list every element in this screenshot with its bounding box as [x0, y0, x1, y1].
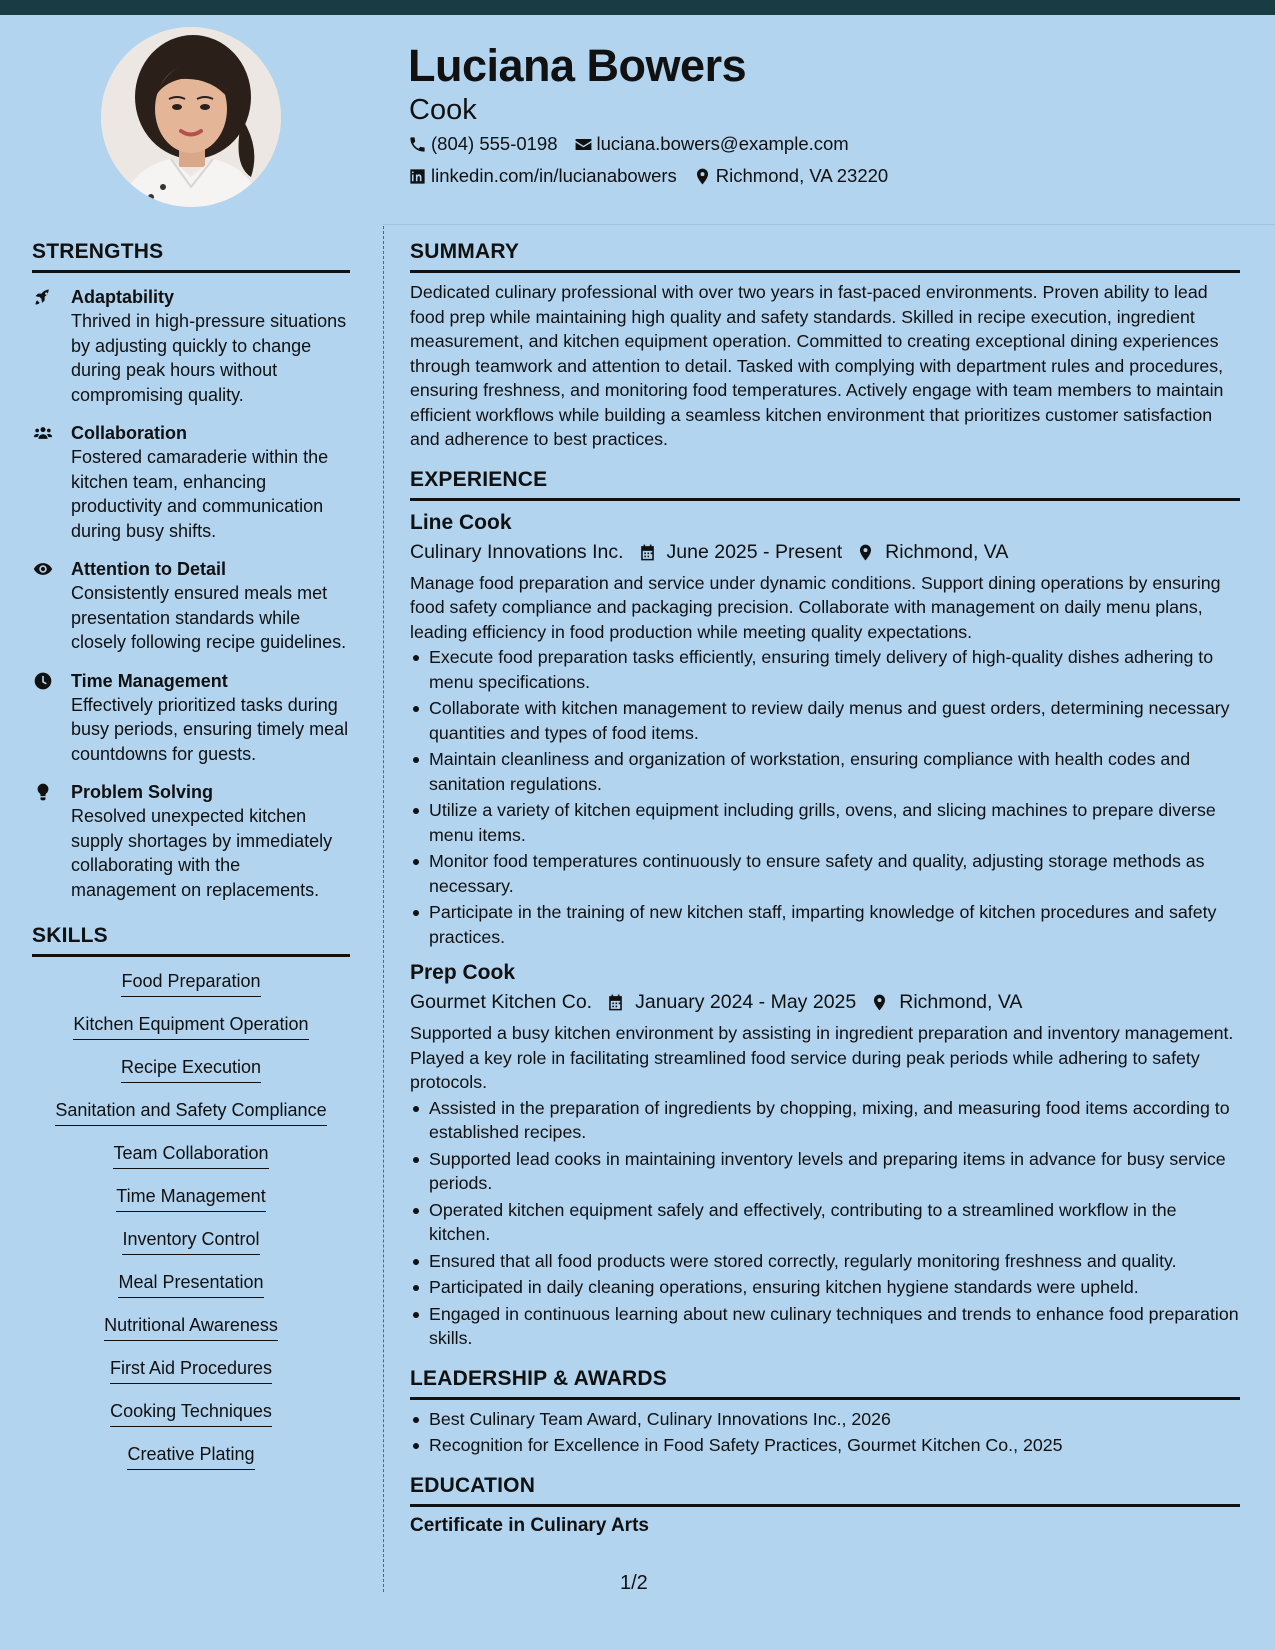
contact-linkedin[interactable] — [408, 165, 677, 187]
strength-description: Resolved unexpected kitchen supply shortages by immediately collaborating with the management on replacements. — [71, 806, 333, 900]
strengths-list — [32, 285, 350, 902]
location-icon — [856, 543, 875, 562]
skill-item: Time Management — [116, 1184, 265, 1212]
skill-item: Recipe Execution — [121, 1055, 261, 1083]
strength-title: Attention to Detail — [71, 559, 226, 579]
list-item: Participate in the training of new kitchen staff, imparting knowledge of kitchen procedures and safety practices. — [410, 900, 1240, 949]
skill-item: First Aid Procedures — [110, 1356, 272, 1384]
job-company: Culinary Innovations Inc. — [410, 540, 624, 563]
strength-title: Problem Solving — [71, 782, 214, 802]
job-dates: January 2024 - May 2025 — [635, 991, 857, 1013]
job-title: Prep Cook — [410, 961, 516, 984]
phone-icon — [408, 135, 427, 154]
education-heading: EDUCATION — [410, 1474, 1240, 1507]
rocket-icon — [32, 287, 54, 307]
job-entry — [410, 959, 1240, 1351]
skills-heading: SKILLS — [32, 924, 350, 957]
job-description: Manage food preparation and service under dynamic conditions. Support dining operations by ensuring food safety compliance and packaging precision. Collaborate with management on daily menu plans, leading efficiency in food production while meeting quality expectations. — [410, 572, 1221, 642]
job-bullets — [410, 645, 1240, 949]
summary-text: Dedicated culinary professional with over two years in fast-paced environments. Proven ability to lead food prep while maintaining high quality and safety standards. Skilled in recipe execution, ingredient measurement, and kitchen equipment operation. Committed to creating exceptional dining experiences through teamwork and attention to detail. Tasked with complying with department rules and procedures, ensuring freshness, and monitoring food temperatures. Actively engage with team members to maintain efficient workflows while building a seamless kitchen environment that prioritizes customer satisfaction and adherence to best practices. — [410, 282, 1224, 449]
strength-title: Collaboration — [71, 423, 187, 443]
list-item: Operated kitchen equipment safely and effectively, contributing to a streamlined workflow in the kitchen. — [410, 1198, 1240, 1247]
column-divider — [383, 226, 384, 1592]
calendar-icon — [606, 993, 625, 1012]
contact-row-1 — [408, 133, 865, 155]
phone-text: (804) 555-0198 — [431, 133, 558, 154]
summary-heading: SUMMARY — [410, 240, 1240, 273]
list-item: Recognition for Excellence in Food Safety Practices, Gourmet Kitchen Co., 2025 — [410, 1433, 1240, 1458]
list-item: Monitor food temperatures continuously to ensure safety and quality, adjusting storage methods as necessary. — [410, 849, 1240, 898]
page-number: 1/2 — [620, 1572, 648, 1594]
strength-description: Effectively prioritized tasks during busy periods, ensuring timely meal countdowns for guests. — [71, 694, 349, 764]
list-item: Ensured that all food products were stored correctly, regularly monitoring freshness and quality. — [410, 1249, 1240, 1274]
list-item: Best Culinary Team Award, Culinary Innovations Inc., 2026 — [410, 1407, 1240, 1432]
skill-item: Team Collaboration — [113, 1141, 268, 1169]
job-bullets — [410, 1096, 1240, 1351]
skill-item: Inventory Control — [122, 1227, 259, 1255]
strength-item — [32, 780, 350, 902]
calendar-icon — [638, 543, 657, 562]
skill-item: Food Preparation — [121, 969, 260, 997]
job-location: Richmond, VA — [899, 991, 1023, 1013]
candidate-name: Luciana Bowers — [408, 40, 747, 91]
contact-row-2 — [408, 165, 904, 187]
skill-item: Sanitation and Safety Compliance — [55, 1098, 326, 1126]
list-item: Utilize a variety of kitchen equipment including grills, ovens, and slicing machines to prepare diverse menu items. — [410, 798, 1240, 847]
job-description: Supported a busy kitchen environment by assisting in ingredient preparation and inventory management. Played a key role in facilitating streamlined food service during peak periods while adhering to safety protocols. — [410, 1023, 1234, 1092]
list-item: Participated in daily cleaning operations, ensuring kitchen hygiene standards were upheld. — [410, 1275, 1240, 1300]
location-icon — [693, 167, 712, 186]
awards-heading: LEADERSHIP & AWARDS — [410, 1367, 1240, 1400]
lightbulb-icon — [32, 782, 54, 802]
skill-item: Nutritional Awareness — [104, 1313, 278, 1341]
list-item: Supported lead cooks in maintaining inventory levels and preparing items in advance for busy service periods. — [410, 1147, 1240, 1196]
strength-item — [32, 421, 350, 543]
strengths-heading: STRENGTHS — [32, 240, 350, 273]
candidate-title: Cook — [409, 94, 477, 126]
clock-icon — [32, 671, 54, 691]
left-column — [32, 240, 350, 1485]
skills-list — [32, 969, 350, 1485]
contact-location — [693, 165, 888, 187]
strength-title: Adaptability — [71, 287, 175, 307]
education-degree: Certificate in Culinary Arts — [410, 1514, 649, 1536]
header-divider — [383, 224, 1275, 225]
email-icon — [574, 135, 593, 154]
job-meta — [410, 991, 1240, 1014]
contact-phone[interactable] — [408, 133, 558, 155]
list-item: Assisted in the preparation of ingredients by chopping, mixing, and measuring food items according to established recipes. — [410, 1096, 1240, 1145]
location-text: Richmond, VA 23220 — [715, 165, 889, 186]
users-icon — [32, 423, 54, 443]
location-icon — [870, 993, 889, 1012]
contact-email[interactable] — [574, 133, 849, 155]
list-item: Engaged in continuous learning about new culinary techniques and trends to enhance food preparation skills. — [410, 1302, 1240, 1351]
strength-description: Fostered camaraderie within the kitchen team, enhancing productivity and communication during busy shifts. — [71, 447, 329, 541]
skill-item: Cooking Techniques — [110, 1399, 272, 1427]
strength-item — [32, 669, 350, 767]
right-column — [410, 240, 1240, 1537]
strength-description: Thrived in high-pressure situations by adjusting quickly to change during peak hours without compromising quality. — [71, 311, 347, 405]
job-title: Line Cook — [410, 510, 512, 534]
strength-item — [32, 557, 350, 655]
profile-photo — [101, 27, 281, 207]
eye-icon — [32, 559, 54, 579]
top-accent-bar — [0, 0, 1275, 15]
strength-description: Consistently ensured meals met presentation standards while closely following recipe guidelines. — [71, 583, 347, 652]
email-text: luciana.bowers@example.com — [596, 133, 849, 154]
linkedin-text: linkedin.com/in/lucianabowers — [431, 165, 677, 186]
job-meta — [410, 541, 1240, 564]
linkedin-icon — [408, 167, 427, 186]
job-dates: June 2025 - Present — [666, 540, 843, 563]
list-item: Execute food preparation tasks efficiently, ensuring timely delivery of high-quality dishes adhering to menu specifications. — [410, 645, 1240, 694]
job-entry — [410, 509, 1240, 950]
strength-item — [32, 285, 350, 407]
job-company: Gourmet Kitchen Co. — [410, 991, 593, 1013]
skill-item: Kitchen Equipment Operation — [73, 1012, 308, 1040]
list-item: Collaborate with kitchen management to review daily menus and guest orders, determining necessary quantities and types of food items. — [410, 696, 1240, 745]
strength-title: Time Management — [71, 670, 228, 691]
awards-list — [410, 1407, 1240, 1458]
experience-heading: EXPERIENCE — [410, 468, 1240, 501]
job-location: Richmond, VA — [885, 540, 1009, 563]
skill-item: Creative Plating — [127, 1442, 254, 1470]
list-item: Maintain cleanliness and organization of workstation, ensuring compliance with health codes and sanitation regulations. — [410, 747, 1240, 796]
skill-item: Meal Presentation — [118, 1270, 263, 1298]
